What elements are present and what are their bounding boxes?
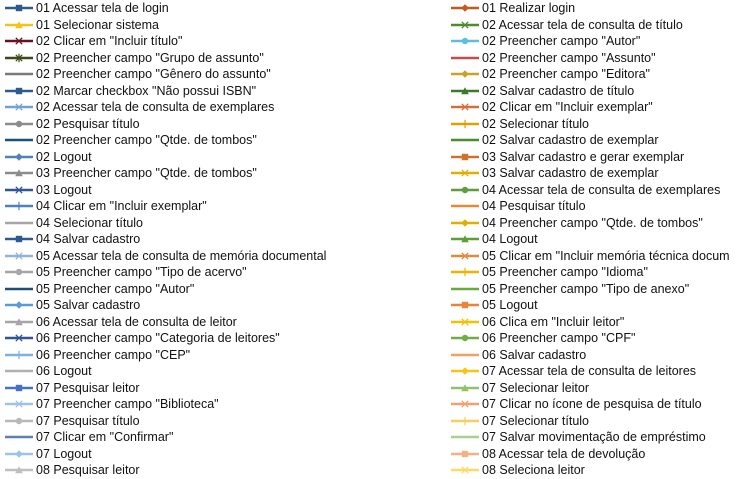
legend-swatch xyxy=(450,446,480,462)
legend-marker-diamond xyxy=(461,219,469,227)
legend-entry xyxy=(4,83,450,100)
legend-label: 02 Pesquisar título xyxy=(36,116,140,131)
legend-marker-circle xyxy=(462,335,468,341)
legend-swatch xyxy=(450,396,480,412)
legend-marker-dash xyxy=(16,288,22,290)
legend-swatch xyxy=(4,215,34,231)
legend-label: 02 Marcar checkbox "Não possui ISBN" xyxy=(36,83,257,98)
legend-swatch xyxy=(450,330,480,346)
legend-swatch xyxy=(4,17,34,33)
legend-swatch xyxy=(450,363,480,379)
legend-label: 05 Preencher campo "Autor" xyxy=(36,281,195,296)
legend-entry xyxy=(450,116,749,133)
legend-label: 01 Selecionar sistema xyxy=(36,17,159,32)
legend-column-left xyxy=(4,0,450,479)
legend-label: 02 Selecionar título xyxy=(482,116,590,131)
legend-swatch xyxy=(450,314,480,330)
legend-entry xyxy=(4,413,450,430)
legend-swatch xyxy=(4,0,34,16)
legend-entry xyxy=(4,215,450,232)
legend-swatch xyxy=(450,462,480,478)
legend-swatch xyxy=(450,380,480,396)
legend-entry xyxy=(450,314,749,331)
legend-swatch xyxy=(450,99,480,115)
legend-swatch xyxy=(4,396,34,412)
legend-entry xyxy=(4,50,450,67)
legend-entry xyxy=(4,132,450,149)
legend-swatch xyxy=(4,116,34,132)
legend-swatch xyxy=(450,165,480,181)
legend-marker-diamond xyxy=(461,367,469,375)
legend-marker-circle xyxy=(16,269,22,275)
legend-label: 07 Pesquisar leitor xyxy=(36,380,140,395)
legend-swatch xyxy=(4,297,34,313)
legend-marker-dash xyxy=(16,73,22,75)
legend-swatch xyxy=(4,429,34,445)
legend-label: 06 Clica em "Incluir leitor" xyxy=(482,314,625,329)
legend-label: 02 Preencher campo "Qtde. de tombos" xyxy=(36,133,257,147)
legend-swatch xyxy=(450,83,480,99)
legend-label: 05 Preencher campo "Idioma" xyxy=(482,265,648,279)
legend-entry xyxy=(450,413,749,430)
legend-swatch xyxy=(450,248,480,264)
legend-entry xyxy=(4,462,450,479)
legend-label: 07 Preencher campo "Biblioteca" xyxy=(36,397,219,411)
legend-label: 05 Logout xyxy=(482,298,538,312)
legend-swatch xyxy=(4,149,34,165)
legend-entry xyxy=(450,330,749,347)
legend-label: 03 Salvar cadastro e gerar exemplar xyxy=(482,149,685,164)
legend-swatch xyxy=(450,231,480,247)
legend-label: 02 Logout xyxy=(36,149,92,164)
legend-label: 03 Salvar cadastro de exemplar xyxy=(482,166,659,180)
legend-swatch xyxy=(450,297,480,313)
legend-marker-circle xyxy=(16,121,22,127)
legend-swatch xyxy=(450,182,480,198)
legend-entry xyxy=(450,17,749,34)
legend-entry xyxy=(4,248,450,265)
legend-entry xyxy=(4,314,450,331)
legend-swatch xyxy=(4,132,34,148)
legend-marker-square xyxy=(16,5,22,11)
legend-swatch xyxy=(4,347,34,363)
legend-entry xyxy=(450,182,749,199)
legend-swatch xyxy=(450,198,480,214)
legend-entry xyxy=(4,149,450,166)
legend-marker-square xyxy=(462,451,468,457)
legend-entry xyxy=(4,380,450,397)
legend-swatch xyxy=(450,281,480,297)
legend-entry xyxy=(450,33,749,50)
legend-label: 06 Salvar cadastro xyxy=(482,347,587,362)
legend-entry xyxy=(450,165,749,182)
legend-swatch xyxy=(4,413,34,429)
legend-swatch xyxy=(450,413,480,429)
legend-label: 06 Logout xyxy=(36,364,92,378)
legend-label: 07 Logout xyxy=(36,446,92,461)
legend-entry xyxy=(450,231,749,248)
legend-marker-diamond xyxy=(461,70,469,78)
legend-swatch xyxy=(4,248,34,264)
legend-label: 04 Salvar cadastro xyxy=(36,232,141,246)
legend-label: 06 Preencher campo "CEP" xyxy=(36,347,191,362)
legend-column-right xyxy=(450,0,749,479)
legend-entry xyxy=(450,446,749,463)
legend-swatch xyxy=(4,231,34,247)
legend-entry xyxy=(450,198,749,215)
legend-label: 03 Preencher campo "Qtde. de tombos" xyxy=(36,166,257,180)
legend-entry xyxy=(4,330,450,347)
legend-marker-diamond xyxy=(461,4,469,12)
legend-entry xyxy=(4,231,450,248)
legend-marker-circle xyxy=(462,38,468,44)
legend-swatch xyxy=(4,182,34,198)
legend-label: 02 Preencher campo "Assunto" xyxy=(482,50,656,65)
legend-label: 06 Preencher campo "CPF" xyxy=(482,331,636,345)
legend-label: 02 Salvar cadastro de título xyxy=(482,83,635,98)
legend-entry xyxy=(4,182,450,199)
legend-label: 06 Acessar tela de consulta de leitor xyxy=(36,314,237,329)
legend-swatch xyxy=(450,17,480,33)
legend-marker-dash xyxy=(16,222,22,224)
legend-swatch xyxy=(4,446,34,462)
legend-entry xyxy=(4,33,450,50)
legend-label: 04 Clicar em "Incluir exemplar" xyxy=(36,199,207,213)
legend-label: 08 Pesquisar leitor xyxy=(36,463,140,477)
legend-entry xyxy=(4,99,450,116)
legend-marker-square xyxy=(462,154,468,160)
legend-swatch xyxy=(450,50,480,66)
legend-marker-dash xyxy=(462,354,468,356)
legend-entry xyxy=(4,198,450,215)
legend-label: 05 Preencher campo "Tipo de acervo" xyxy=(36,265,247,279)
legend-swatch xyxy=(4,83,34,99)
legend-swatch xyxy=(450,66,480,82)
legend-label: 05 Acessar tela de consulta de memória documental xyxy=(36,248,327,263)
legend-entry xyxy=(4,396,450,413)
legend-label: 05 Clicar em "Incluir memória técnica docum xyxy=(482,248,730,263)
legend-marker-square xyxy=(16,88,22,94)
legend-entry xyxy=(4,347,450,364)
legend-label: 07 Clicar no ícone de pesquisa de título xyxy=(482,397,702,411)
legend-swatch xyxy=(4,50,34,66)
legend-label: 02 Acessar tela de consulta de título xyxy=(482,17,683,32)
legend-entry xyxy=(450,66,749,83)
legend-label: 04 Logout xyxy=(482,232,538,246)
legend-label: 04 Pesquisar título xyxy=(482,199,586,213)
legend-entry xyxy=(450,264,749,281)
legend-entry xyxy=(4,281,450,298)
legend-label: 07 Selecionar título xyxy=(482,413,590,428)
legend-label: 07 Selecionar leitor xyxy=(482,380,590,395)
legend-swatch xyxy=(4,380,34,396)
legend-entry xyxy=(450,380,749,397)
legend-marker-circle xyxy=(462,187,468,193)
legend-entry xyxy=(450,396,749,413)
legend-label: 07 Acessar tela de consulta de leitores xyxy=(482,364,697,378)
legend-entry xyxy=(4,363,450,380)
legend-swatch xyxy=(450,347,480,363)
legend-entry xyxy=(450,215,749,232)
legend-entry xyxy=(4,116,450,133)
legend-swatch xyxy=(450,0,480,16)
legend-entry xyxy=(450,99,749,116)
legend-swatch xyxy=(4,198,34,214)
legend-label: 02 Preencher campo "Editora" xyxy=(482,67,650,81)
legend-swatch xyxy=(4,99,34,115)
legend-label: 02 Acessar tela de consulta de exemplares xyxy=(36,100,275,114)
legend-swatch xyxy=(450,132,480,148)
legend-label: 02 Preencher campo "Gênero do assunto" xyxy=(36,67,271,81)
legend-marker-square xyxy=(462,302,468,308)
legend-marker-square xyxy=(16,385,22,391)
legend-label: 03 Logout xyxy=(36,182,92,197)
legend-entry xyxy=(4,17,450,34)
legend-label: 02 Clicar em "Incluir título" xyxy=(36,34,183,48)
legend-entry xyxy=(450,281,749,298)
legend-entry xyxy=(450,363,749,380)
legend-entry xyxy=(450,50,749,67)
legend-label: 07 Salvar movimentação de empréstimo xyxy=(482,430,706,444)
legend-swatch xyxy=(4,462,34,478)
legend-entry xyxy=(4,264,450,281)
legend-marker-circle xyxy=(16,418,22,424)
legend-marker-diamond xyxy=(15,301,23,309)
legend-label: 02 Preencher campo "Grupo de assunto" xyxy=(36,50,264,65)
legend-swatch xyxy=(450,215,480,231)
legend-entry xyxy=(4,66,450,83)
legend-entry xyxy=(450,0,749,17)
legend-label: 04 Selecionar título xyxy=(36,215,144,230)
legend-label: 01 Acessar tela de login xyxy=(36,1,169,15)
legend-marker-dash xyxy=(462,288,468,290)
legend-label: 02 Preencher campo "Autor" xyxy=(482,34,641,48)
legend-label: 06 Preencher campo "Categoria de leitores" xyxy=(36,331,280,345)
legend-entry xyxy=(450,132,749,149)
legend-label: 02 Clicar em "Incluir exemplar" xyxy=(482,100,653,114)
legend-swatch xyxy=(4,33,34,49)
legend-marker-diamond xyxy=(15,450,23,458)
legend-swatch xyxy=(4,363,34,379)
legend-label: 02 Salvar cadastro de exemplar xyxy=(482,133,659,147)
legend-swatch xyxy=(450,429,480,445)
legend-swatch xyxy=(450,264,480,280)
legend-label: 07 Pesquisar título xyxy=(36,413,140,428)
legend-swatch xyxy=(4,165,34,181)
legend-label: 08 Seleciona leitor xyxy=(482,463,585,477)
legend-swatch xyxy=(450,33,480,49)
legend-entry xyxy=(450,429,749,446)
legend-label: 04 Acessar tela de consulta de exemplares xyxy=(482,182,721,197)
legend-entry xyxy=(450,149,749,166)
legend-entry xyxy=(4,0,450,17)
legend-swatch xyxy=(4,264,34,280)
legend-marker-square xyxy=(16,236,22,242)
legend-entry xyxy=(450,462,749,479)
legend-swatch xyxy=(450,149,480,165)
legend-entry xyxy=(4,297,450,314)
legend-swatch xyxy=(4,330,34,346)
legend-entry xyxy=(450,83,749,100)
legend-entry xyxy=(4,446,450,463)
legend-entry xyxy=(4,165,450,182)
legend-entry xyxy=(450,347,749,364)
legend-label: 04 Preencher campo "Qtde. de tombos" xyxy=(482,215,703,230)
legend-entry xyxy=(450,248,749,265)
legend-entry xyxy=(4,429,450,446)
legend-label: 07 Clicar em "Confirmar" xyxy=(36,430,174,444)
legend-swatch xyxy=(450,116,480,132)
legend-label: 08 Acessar tela de devolução xyxy=(482,446,646,461)
legend-label: 01 Realizar login xyxy=(482,1,576,15)
legend-swatch xyxy=(4,66,34,82)
legend-swatch xyxy=(4,281,34,297)
legend-label: 05 Salvar cadastro xyxy=(36,298,141,312)
legend-label: 05 Preencher campo "Tipo de anexo" xyxy=(482,281,690,296)
legend-marker-diamond xyxy=(15,153,23,161)
legend-swatch xyxy=(4,314,34,330)
legend-entry xyxy=(450,297,749,314)
